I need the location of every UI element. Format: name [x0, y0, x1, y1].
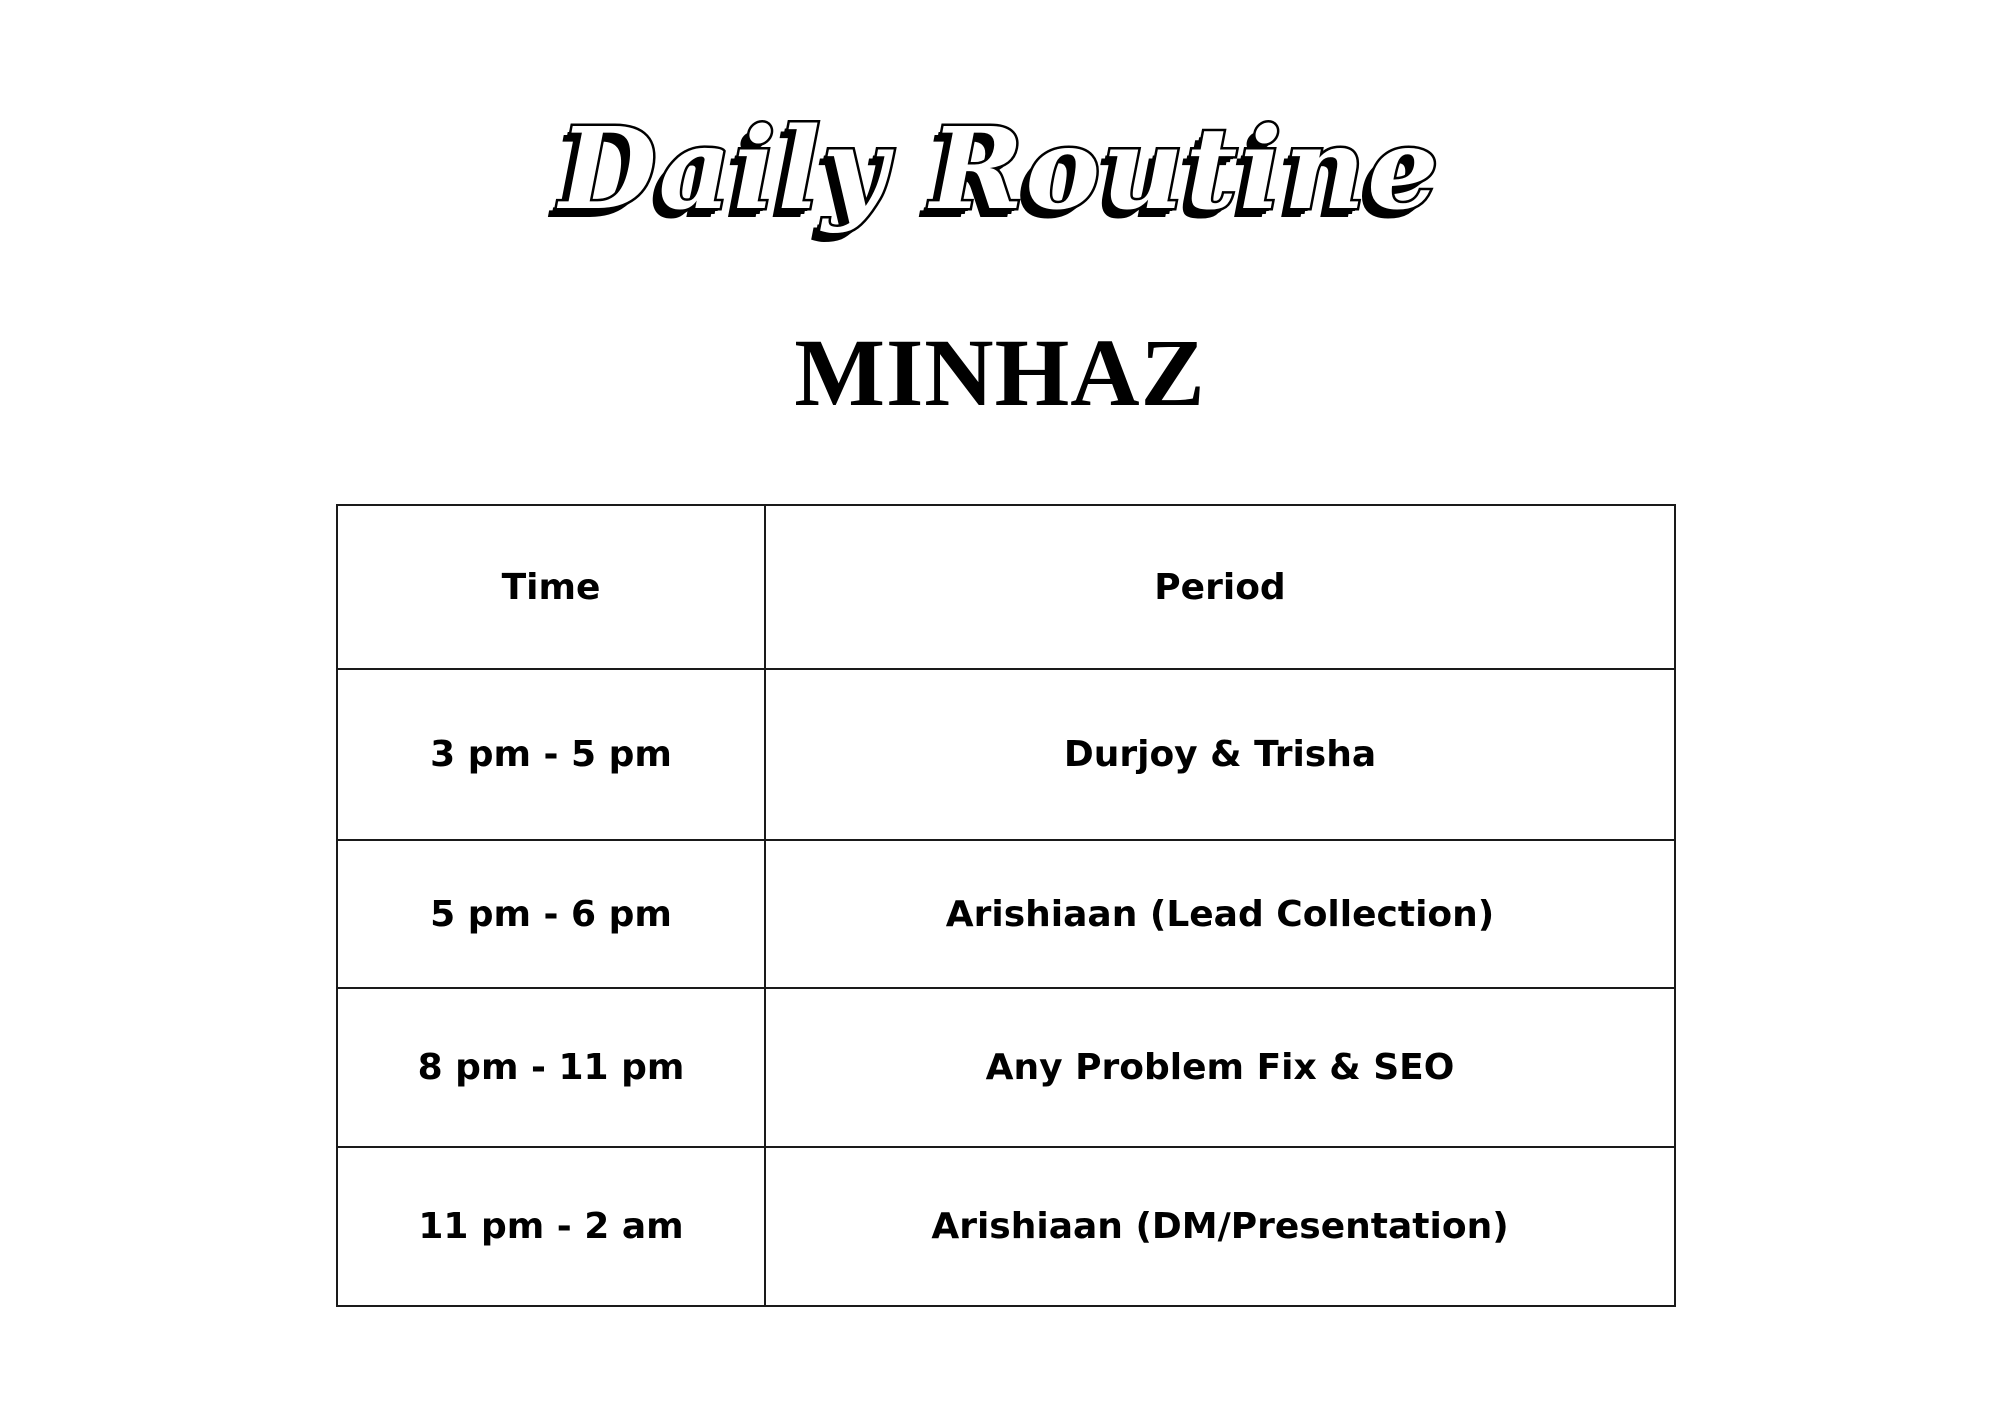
period-cell: Arishiaan (Lead Collection) [765, 840, 1675, 988]
period-cell: Durjoy & Trisha [765, 669, 1675, 840]
table-row [337, 669, 1675, 840]
person-name: MINHAZ [794, 319, 1206, 426]
period-cell: Any Problem Fix & SEO [765, 988, 1675, 1147]
table-row [337, 1147, 1675, 1306]
time-cell: 8 pm - 11 pm [337, 988, 765, 1147]
table-row [337, 988, 1675, 1147]
name-container [0, 318, 2000, 428]
time-cell: 11 pm - 2 am [337, 1147, 765, 1306]
title-container [0, 95, 2000, 245]
header-time: Time [337, 505, 765, 669]
page-title: Daily Routine [559, 104, 1441, 235]
time-cell: 3 pm - 5 pm [337, 669, 765, 840]
table-header-row [337, 505, 1675, 669]
routine-table [336, 504, 1676, 1307]
header-period: Period [765, 505, 1675, 669]
period-cell: Arishiaan (DM/Presentation) [765, 1147, 1675, 1306]
time-cell: 5 pm - 6 pm [337, 840, 765, 988]
table-row [337, 840, 1675, 988]
